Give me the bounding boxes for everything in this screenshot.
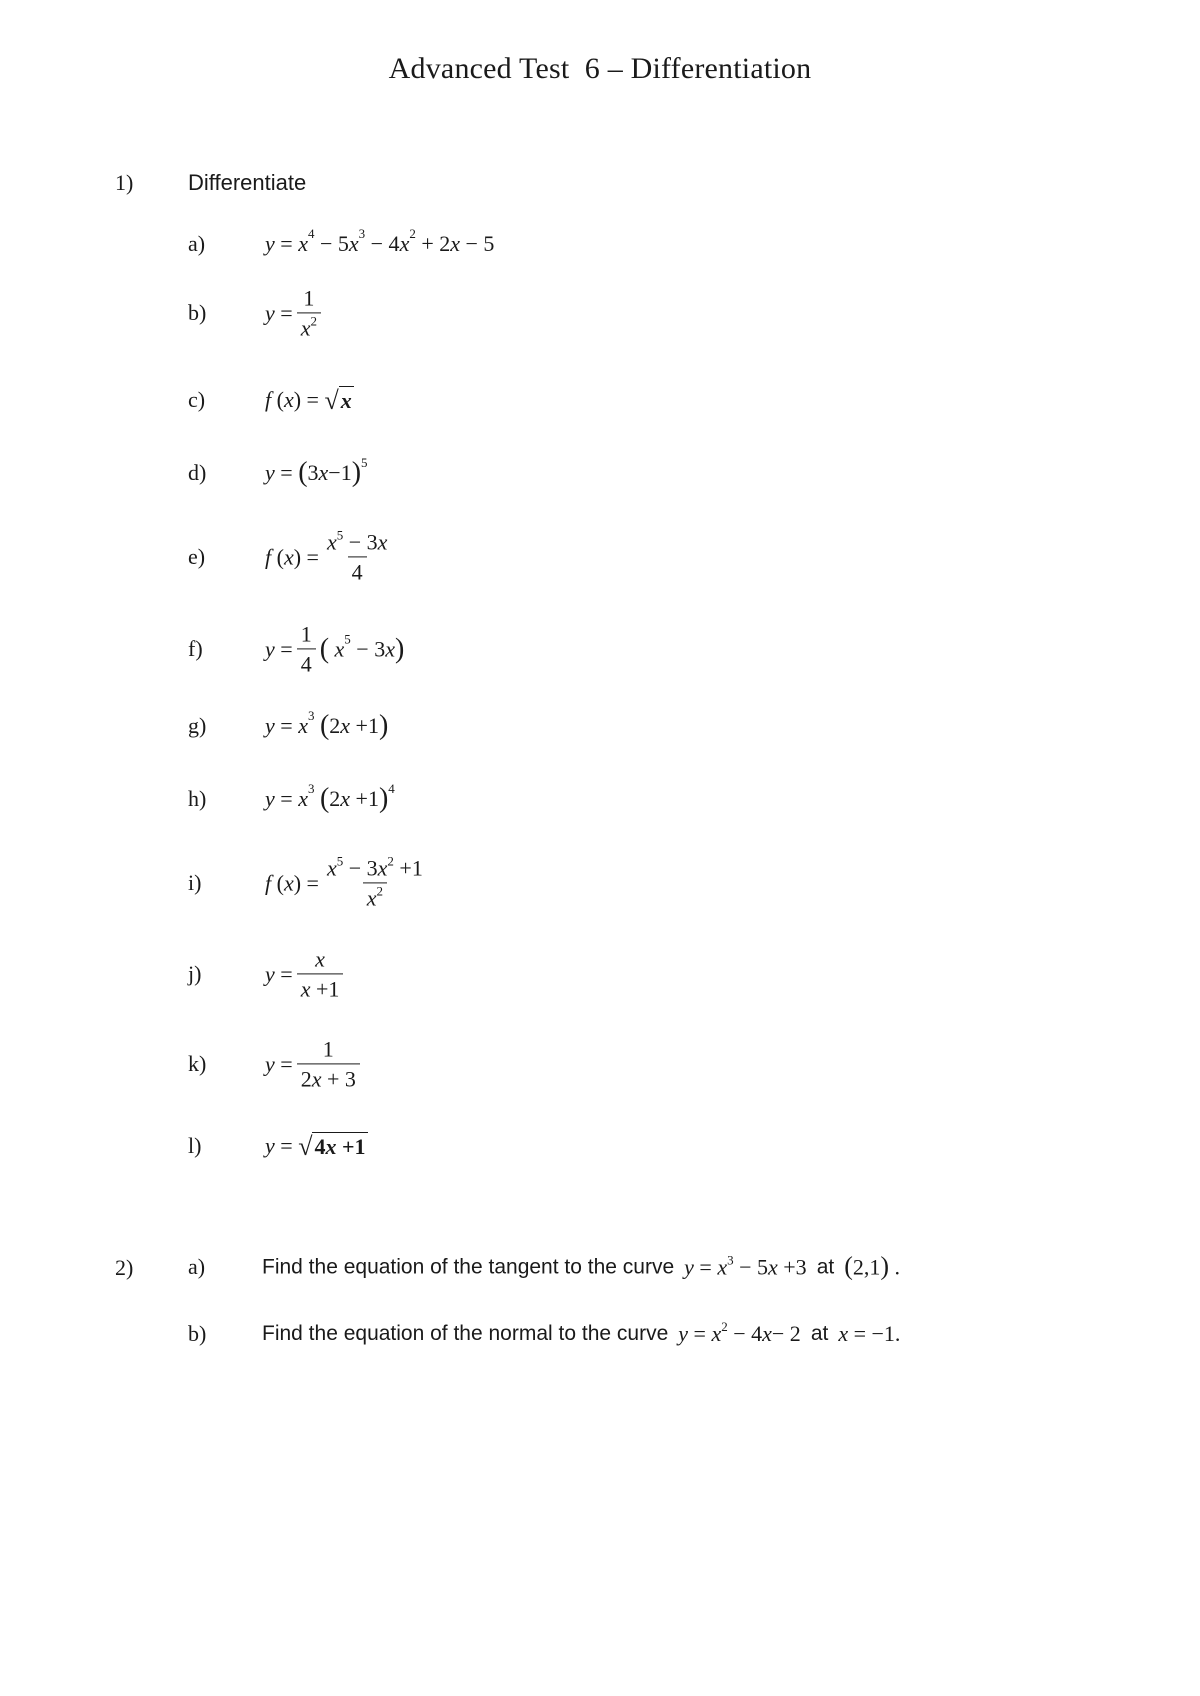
question-2b-curve: $y = x^2 - 4x- 2$ <box>678 1319 801 1346</box>
part-label-d: d) <box>188 460 207 485</box>
fraction: $\frac{1}{4}$ <box>297 622 316 675</box>
question-2-part-a <box>262 1251 901 1281</box>
part-label-c: c) <box>188 387 206 412</box>
fraction: $\frac{x^5 - 3x}{4}$ <box>326 527 388 585</box>
expression-c: f ( x ) = √ x <box>265 386 352 415</box>
question-2-part-label-a: a) <box>188 1254 206 1279</box>
part-label-k: k) <box>188 1051 207 1076</box>
fraction: $\frac{x^5 - 3x^2 +1}{x^2}$ <box>326 853 423 911</box>
fraction: $\frac{1}{x^2}$ <box>297 286 321 339</box>
expression-d: y = ( 3 x −1 ) $^5$ <box>265 455 368 488</box>
question-2b-text: Find the equation of the normal to the curve <box>262 1322 669 1345</box>
question-1-intro: Differentiate <box>188 170 307 195</box>
question-2b-at: at <box>810 1322 829 1345</box>
expression-i: f ( x ) = $\frac{x^5 - 3x^2 +1}{x^2}$ <box>265 856 431 909</box>
page-title: Advanced Test 6 – Differentiation <box>388 52 812 85</box>
expression-a: y = x $^4$ − 5 x $^3$ − 4 x $^2$ + 2 x − 5 <box>265 226 495 256</box>
part-label-e: e) <box>188 544 206 569</box>
part-label-l: l) <box>188 1133 202 1158</box>
expression-b: y = $\frac{1}{x^2}$ <box>265 286 325 339</box>
expression-g: y = x $^3$ ( 2 x +1 ) <box>265 708 389 741</box>
part-label-h: h) <box>188 786 207 811</box>
square-root: √ 4x +1 <box>298 1132 366 1161</box>
fraction: $\frac{x}{x +1}$ <box>297 947 344 1000</box>
question-2-part-label-b: b) <box>188 1321 207 1346</box>
part-label-i: i) <box>188 870 202 895</box>
expression-e: f ( x ) = $\frac{x^5 - 3x}{4}$ <box>265 530 395 583</box>
square-root: √ x <box>324 386 352 415</box>
fraction: $\frac{1}{2x + 3}$ <box>297 1037 360 1090</box>
part-label-f: f) <box>188 636 203 661</box>
expression-f: y = $\frac{1}{4}$ ( x $^5$ − 3 x ) <box>265 621 405 677</box>
question-2a-curve: $y = x^3 - 5x +3$ <box>684 1252 807 1279</box>
part-label-j: j) <box>188 961 202 986</box>
question-1-number: 1) <box>115 170 134 195</box>
question-2b-point: x = −1. <box>838 1321 901 1346</box>
question-2a-point: (2,1) . <box>844 1251 901 1281</box>
expression-k: y = $\frac{1}{2x + 3}$ <box>265 1037 364 1090</box>
question-2-part-b <box>262 1321 900 1347</box>
expression-l: y = √ 4x +1 <box>265 1132 366 1161</box>
question-2a-at: at <box>816 1255 835 1278</box>
part-label-b: b) <box>188 300 207 325</box>
part-label-a: a) <box>188 231 206 256</box>
question-2a-text: Find the equation of the tangent to the curve <box>262 1255 675 1278</box>
question-2-number: 2) <box>115 1255 134 1280</box>
part-label-g: g) <box>188 713 207 738</box>
expression-h: y = x $^3$ ( 2 x +1 ) $^4$ <box>265 781 395 814</box>
expression-j: y = $\frac{x}{x +1}$ <box>265 947 347 1000</box>
